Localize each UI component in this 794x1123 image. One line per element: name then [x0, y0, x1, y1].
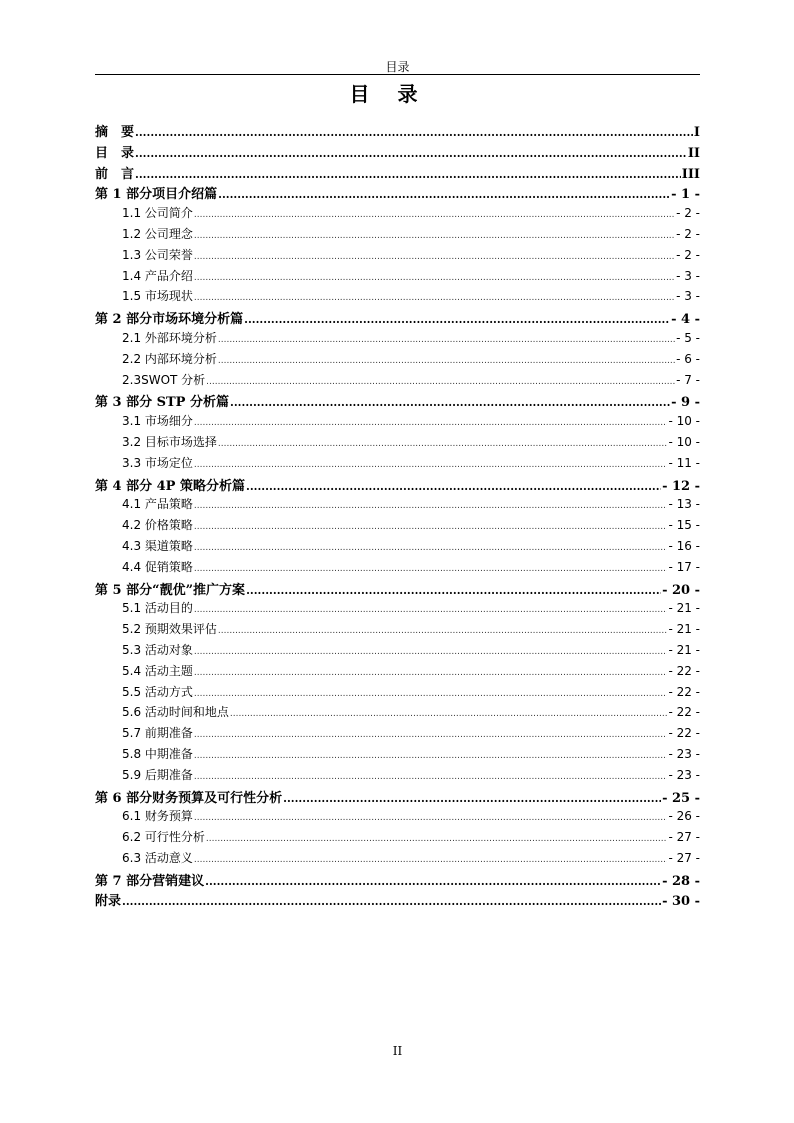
toc-leader-dots [135, 167, 681, 182]
toc-section-entry[interactable] [95, 350, 700, 371]
toc-leader-dots [194, 518, 668, 532]
toc-section-entry[interactable] [95, 620, 700, 641]
toc-entry-label: 5.1 活动目的 [122, 601, 193, 616]
toc-entry-page: - 2 - [676, 226, 700, 241]
toc-entry-page: - 10 - [668, 414, 700, 429]
toc-section-entry[interactable] [95, 204, 700, 225]
toc-chapter-entry[interactable] [95, 308, 700, 329]
toc-leader-dots [206, 373, 675, 387]
toc-leader-dots [194, 809, 668, 823]
toc-section-entry[interactable] [95, 641, 700, 662]
toc-entry-label: 6.2 可行性分析 [122, 830, 205, 845]
toc-entry-label: 第 5 部分“靓优”推广方案 [95, 582, 246, 598]
toc-leader-dots [194, 289, 675, 303]
toc-leader-dots [194, 726, 668, 740]
toc-entry-page: - 28 - [662, 873, 700, 889]
toc-entry-page: - 22 - [668, 684, 700, 699]
toc-entry-label: 6.3 活动意义 [122, 850, 193, 865]
toc-entry-page: - 1 - [671, 187, 700, 203]
toc-entry-label: 1.4 产品介绍 [122, 268, 193, 283]
toc-section-entry[interactable] [95, 828, 700, 849]
toc-entry-label: 2.1 外部环境分析 [122, 330, 217, 345]
toc-chapter-entry[interactable] [95, 870, 700, 891]
toc-leader-dots [194, 643, 668, 657]
toc-entry-label: 1.1 公司简介 [122, 206, 193, 221]
toc-leader-dots [194, 851, 668, 865]
toc-entry-label: 附录 [95, 894, 122, 910]
toc-entry-label: 第 2 部分市场环境分析篇 [95, 312, 244, 328]
toc-entry-page: - 27 - [668, 830, 700, 845]
toc-entry-page: - 17 - [668, 559, 700, 574]
toc-entry-page: - 13 - [668, 497, 700, 512]
toc-entry-page: III [681, 166, 700, 182]
header-rule [95, 74, 700, 75]
toc-section-entry[interactable] [95, 724, 700, 745]
toc-entry-label: 5.6 活动时间和地点 [122, 705, 229, 720]
page-number: II [392, 1044, 403, 1058]
toc-leader-dots [244, 312, 670, 327]
toc-leader-dots [122, 894, 661, 909]
toc-entry-page: - 2 - [676, 206, 700, 221]
toc-entry-label: 5.4 活动主题 [122, 663, 193, 678]
toc-entry-page: - 25 - [662, 790, 700, 806]
toc-entry-page: - 3 - [676, 268, 700, 283]
toc-leader-dots [218, 352, 675, 366]
toc-leader-dots [230, 705, 668, 719]
toc-leader-dots [194, 414, 668, 428]
toc-entry-label: 2.2 内部环境分析 [122, 351, 217, 366]
toc-entry-label: 5.7 前期准备 [122, 726, 193, 741]
toc-entry-page: - 5 - [676, 330, 700, 345]
toc-leader-dots [246, 479, 661, 494]
toc-entry-page: - 21 - [668, 622, 700, 637]
toc-leader-dots [135, 125, 693, 140]
toc-entry-page: - 23 - [668, 767, 700, 782]
toc-section-entry[interactable] [95, 516, 700, 537]
toc-entry-page: II [687, 145, 700, 161]
toc-section-entry[interactable] [95, 287, 700, 308]
toc-leader-dots [218, 331, 675, 345]
toc-leader-dots [135, 146, 687, 161]
toc-leader-dots [194, 456, 668, 470]
toc-entry-label: 第 7 部分营销建议 [95, 873, 205, 889]
toc-entry-page: I [693, 125, 700, 140]
toc-section-entry[interactable] [95, 454, 700, 475]
toc-section-entry[interactable] [95, 537, 700, 558]
toc-leader-dots [218, 435, 668, 449]
toc-leader-dots [194, 664, 668, 678]
toc-section-entry[interactable] [95, 495, 700, 516]
toc-entry-page: - 6 - [676, 351, 700, 366]
toc-section-entry[interactable] [95, 662, 700, 683]
toc-entry-label: 4.3 渠道策略 [122, 538, 193, 553]
toc-section-entry[interactable] [95, 225, 700, 246]
toc-entry-label: 第 6 部分财务预算及可行性分析 [95, 790, 283, 806]
toc-entry-label: 5.2 预期效果评估 [122, 622, 217, 637]
toc-leader-dots [194, 248, 675, 262]
toc-entry-page: - 23 - [668, 746, 700, 761]
toc-entry-page: - 3 - [676, 289, 700, 304]
running-header: 目录 [385, 60, 410, 74]
toc-section-entry[interactable] [95, 329, 700, 350]
toc-leader-dots [230, 395, 670, 410]
toc-entry-page: - 21 - [668, 642, 700, 657]
toc-entry-page: - 22 - [668, 705, 700, 720]
toc-leader-dots [194, 768, 668, 782]
toc-entry-label: 目 录 [95, 145, 135, 161]
toc-leader-dots [218, 622, 668, 636]
toc-leader-dots [194, 227, 675, 241]
toc-leader-dots [205, 874, 661, 889]
toc-entry-label: 5.8 中期准备 [122, 746, 193, 761]
toc-entry-page: - 26 - [668, 809, 700, 824]
toc-entry-page: - 15 - [668, 518, 700, 533]
toc-entry-label: 摘 要 [95, 125, 135, 140]
toc-entry-page: - 4 - [671, 312, 700, 328]
toc-chapter-entry[interactable] [95, 579, 700, 600]
toc-leader-dots [194, 747, 668, 761]
toc-entry-page: - 22 - [668, 663, 700, 678]
toc-entry-label: 1.2 公司理念 [122, 226, 193, 241]
toc-entry-page: - 10 - [668, 434, 700, 449]
toc-section-entry[interactable] [95, 558, 700, 579]
toc-section-entry[interactable] [95, 849, 700, 870]
toc-leader-dots [194, 497, 668, 511]
toc-entry-label: 前 言 [95, 166, 135, 182]
toc-entry-label: 4.4 促销策略 [122, 559, 193, 574]
page-title: 目录 [349, 82, 446, 106]
toc-section-entry[interactable] [95, 371, 700, 392]
toc-leader-dots [194, 206, 675, 220]
toc-entry-label: 1.5 市场现状 [122, 289, 193, 304]
toc-chapter-entry[interactable] [95, 121, 700, 142]
toc-entry-page: - 12 - [662, 478, 700, 494]
toc-leader-dots [283, 791, 661, 806]
toc-section-entry[interactable] [95, 745, 700, 766]
toc-section-entry[interactable] [95, 246, 700, 267]
toc-entry-label: 4.2 价格策略 [122, 518, 193, 533]
toc-entry-page: - 2 - [676, 247, 700, 262]
toc-leader-dots [246, 583, 661, 598]
toc-entry-page: - 22 - [668, 726, 700, 741]
toc-entry-label: 3.3 市场定位 [122, 455, 193, 470]
table-of-contents [95, 121, 700, 911]
toc-section-entry[interactable] [95, 766, 700, 787]
toc-section-entry[interactable] [95, 599, 700, 620]
toc-leader-dots [194, 685, 668, 699]
toc-entry-label: 5.9 后期准备 [122, 767, 193, 782]
toc-section-entry[interactable] [95, 433, 700, 454]
toc-chapter-entry[interactable] [95, 475, 700, 496]
toc-entry-page: - 9 - [671, 395, 700, 411]
toc-chapter-entry[interactable] [95, 163, 700, 184]
toc-entry-label: 3.1 市场细分 [122, 414, 193, 429]
toc-section-entry[interactable] [95, 703, 700, 724]
toc-leader-dots [194, 601, 668, 615]
toc-section-entry[interactable] [95, 412, 700, 433]
toc-entry-page: - 11 - [668, 455, 700, 470]
toc-section-entry[interactable] [95, 267, 700, 288]
toc-section-entry[interactable] [95, 683, 700, 704]
toc-leader-dots [206, 830, 668, 844]
toc-leader-dots [218, 187, 670, 202]
toc-leader-dots [194, 539, 668, 553]
toc-entry-page: - 7 - [676, 372, 700, 387]
toc-entry-label: 6.1 财务预算 [122, 809, 193, 824]
toc-chapter-entry[interactable] [95, 890, 700, 911]
toc-chapter-entry[interactable] [95, 142, 700, 163]
toc-entry-label: 5.5 活动方式 [122, 684, 193, 699]
toc-entry-label: 第 4 部分 4P 策略分析篇 [95, 478, 245, 494]
toc-entry-label: 1.3 公司荣誉 [122, 247, 193, 262]
toc-entry-page: - 27 - [668, 850, 700, 865]
toc-entry-label: 3.2 目标市场选择 [122, 434, 217, 449]
toc-chapter-entry[interactable] [95, 183, 700, 204]
toc-entry-page: - 21 - [668, 601, 700, 616]
toc-chapter-entry[interactable] [95, 391, 700, 412]
toc-entry-page: - 20 - [662, 582, 700, 598]
toc-entry-label: 4.1 产品策略 [122, 497, 193, 512]
toc-chapter-entry[interactable] [95, 787, 700, 808]
toc-entry-page: - 30 - [662, 894, 700, 910]
toc-section-entry[interactable] [95, 807, 700, 828]
toc-leader-dots [194, 560, 668, 574]
toc-entry-label: 第 3 部分 STP 分析篇 [95, 395, 229, 411]
toc-entry-label: 2.3SWOT 分析 [122, 372, 206, 387]
toc-entry-label: 5.3 活动对象 [122, 642, 193, 657]
toc-leader-dots [194, 269, 675, 283]
toc-entry-label: 第 1 部分项目介绍篇 [95, 187, 218, 203]
toc-entry-page: - 16 - [668, 538, 700, 553]
